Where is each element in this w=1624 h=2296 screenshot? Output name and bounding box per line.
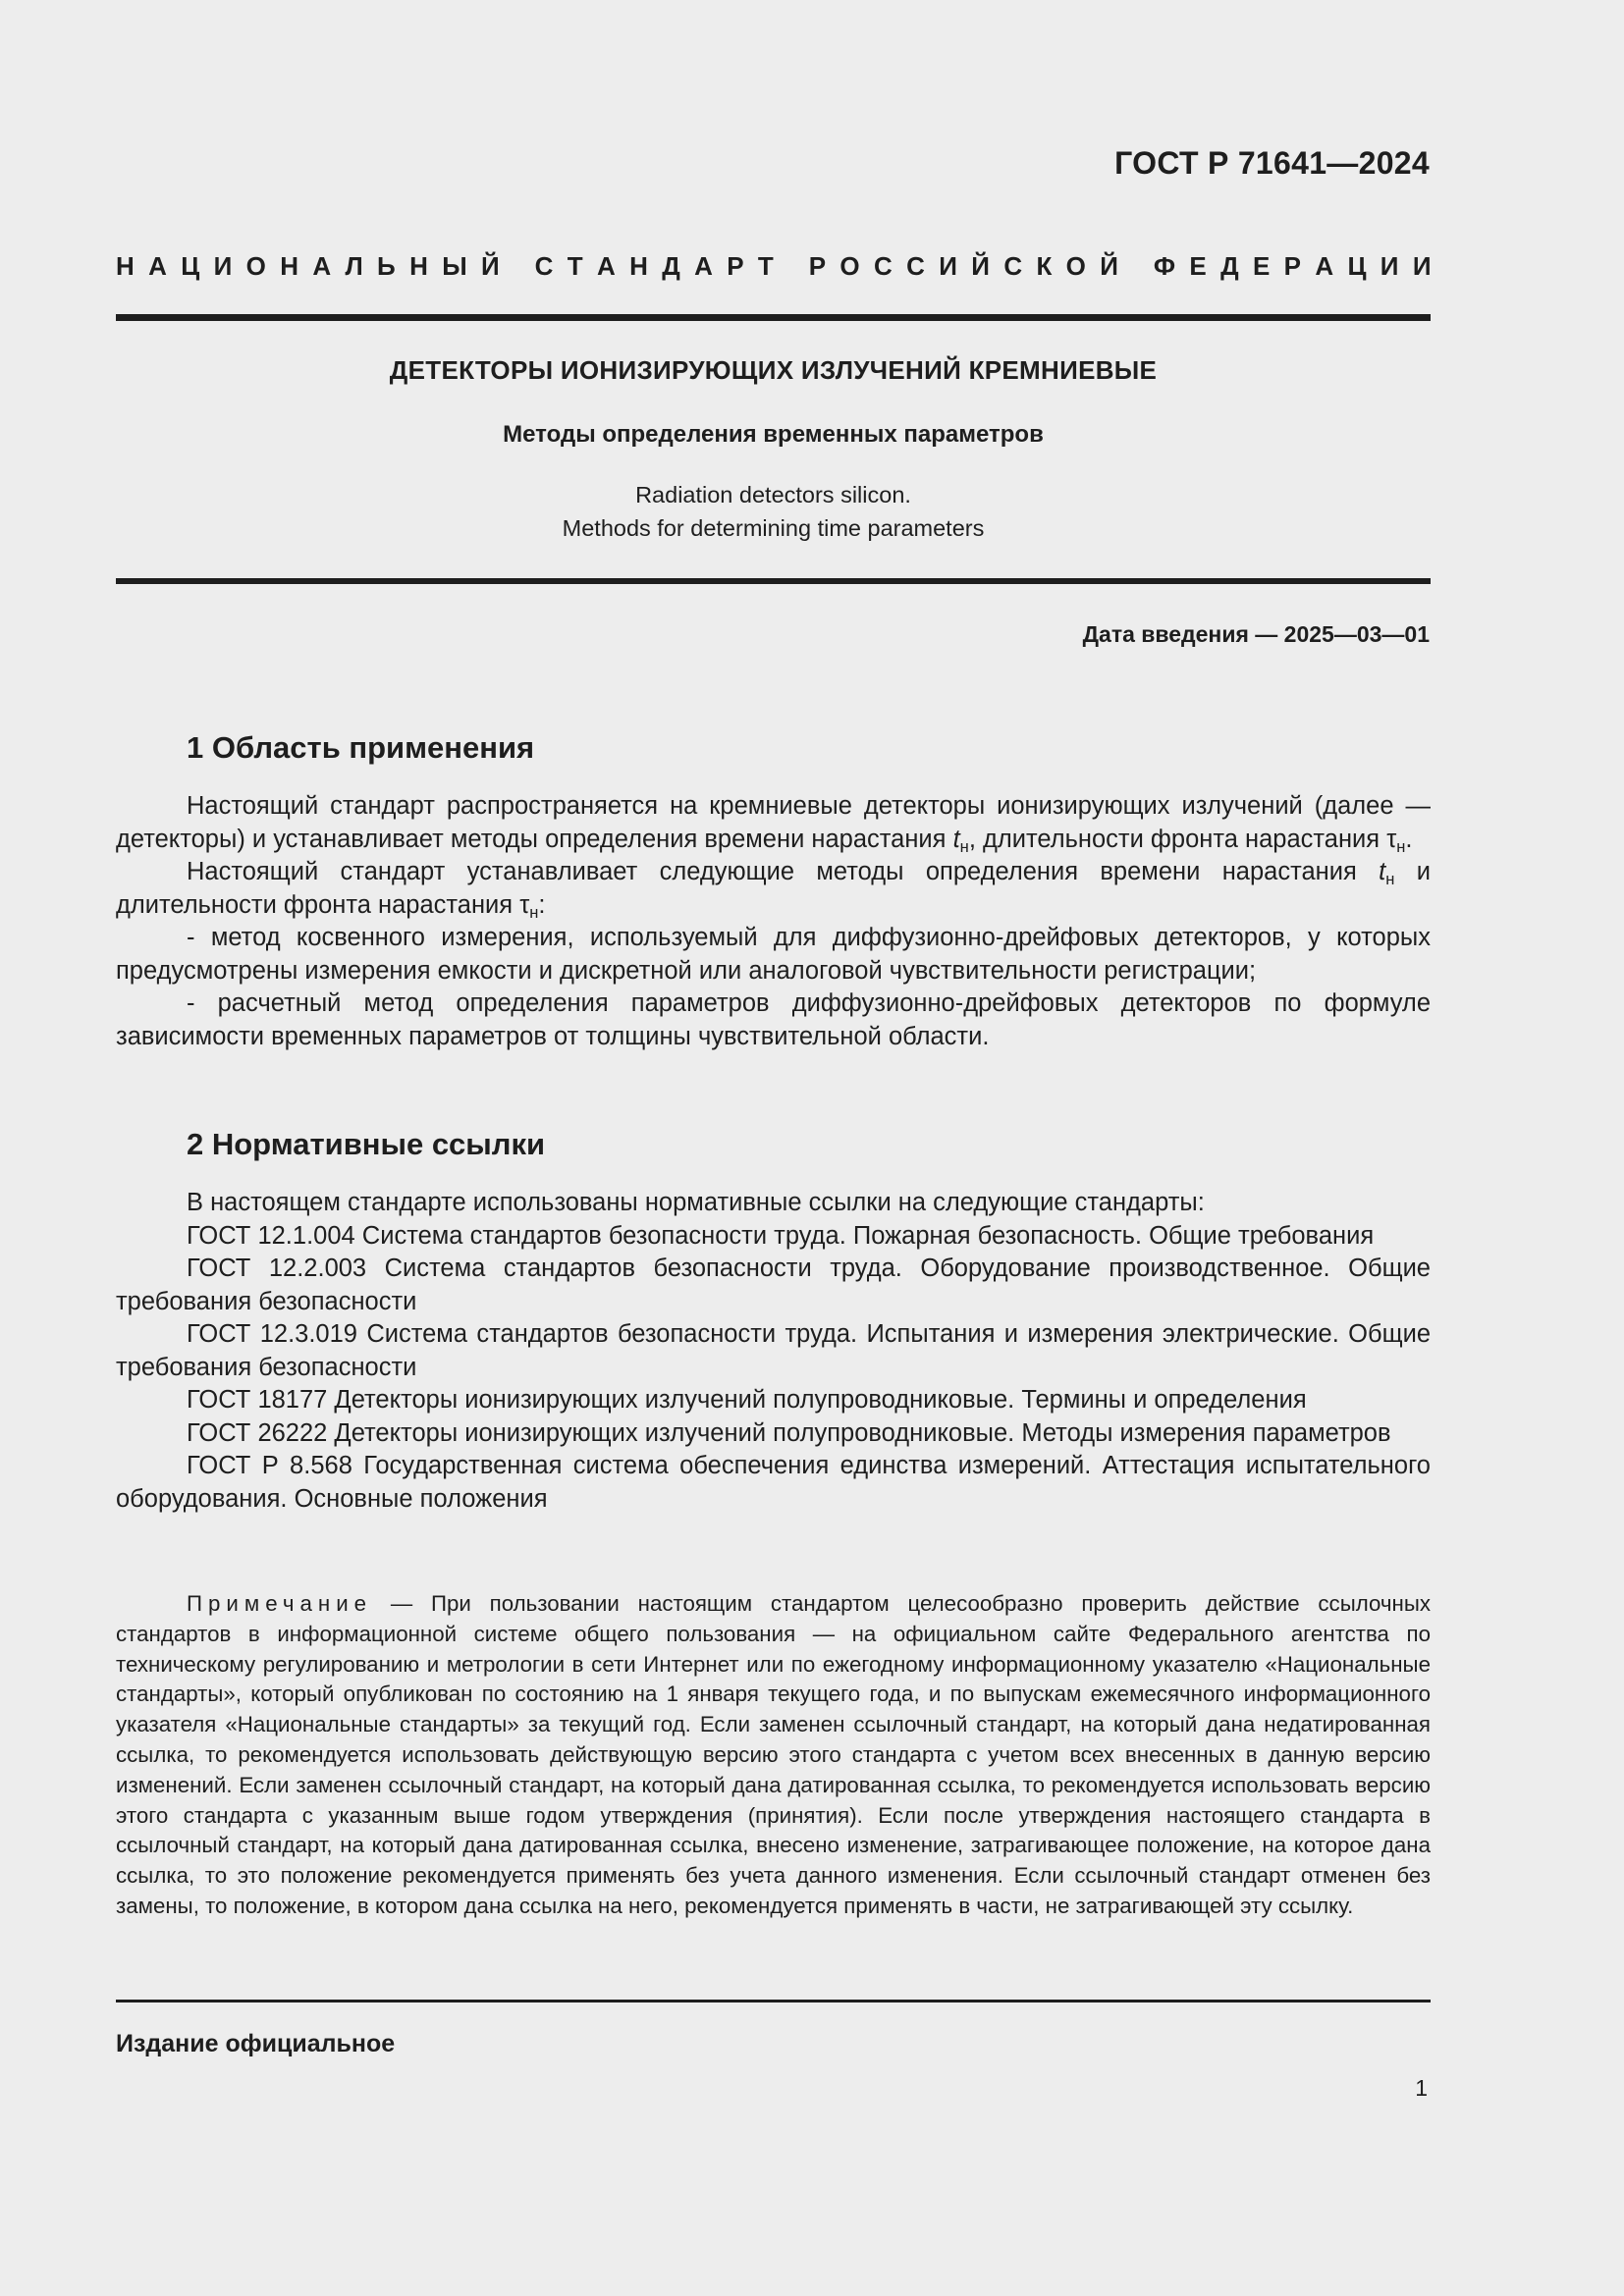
national-standard-letter: Н [116, 251, 135, 281]
national-standard-letter: Р [727, 251, 744, 281]
english-title-line-2: Methods for determining time parameters [562, 515, 985, 541]
national-standard-letter: Е [1189, 251, 1207, 281]
national-standard-letter: И [1412, 251, 1432, 281]
national-standard-letter: С [1003, 251, 1023, 281]
national-standard-letter: С [874, 251, 893, 281]
national-standard-letter: Н [629, 251, 648, 281]
national-standard-letter: Ф [1153, 251, 1176, 281]
national-standard-letter [1132, 251, 1139, 282]
section-1-heading: 1 Область применения [187, 730, 535, 765]
national-standard-letter: С [906, 251, 925, 281]
normative-reference: ГОСТ 12.3.019 Система стандартов безопасности труда. Испытания и измерения электрические. Общие требования безопасности [116, 1320, 1431, 1381]
section-2-body [116, 1187, 1431, 1516]
section-1-paragraph-2: Настоящий стандарт устанавливает следующие методы определения времени нарастания $t_н$ и длительности фронта нарастания $\tau_н$: [116, 858, 1431, 922]
national-standard-letter: О [1065, 251, 1086, 281]
document-code: ГОСТ Р 71641—2024 [1114, 145, 1430, 181]
national-standard-letter: О [245, 251, 266, 281]
national-standard-letter [787, 251, 794, 282]
national-standard-letter: Й [481, 251, 500, 281]
page-number: 1 [1415, 2075, 1428, 2101]
footer-rule [116, 2000, 1431, 2002]
section-1-paragraph-1: Настоящий стандарт распространяется на кремниевые детекторы ионизирующих излучений (далее — детекторы) и устанавливает методы определения времени нарастания $t_н$, длительности фронта нарастания $\tau_н$. [116, 792, 1431, 856]
national-standard-letter: И [939, 251, 957, 281]
national-standard-letter: Е [1252, 251, 1271, 281]
national-standard-letter: А [596, 251, 616, 281]
national-standard-letter: Р [808, 251, 827, 281]
introduction-date: Дата введения — 2025—03—01 [1082, 621, 1430, 647]
national-standard-letter: Т [567, 251, 583, 281]
national-standard-letter: Л [345, 251, 363, 281]
section-1-body [116, 790, 1431, 1053]
section-2-note [116, 1589, 1431, 1922]
title-bottom-rule [116, 578, 1431, 584]
national-standard-letter: Д [1220, 251, 1239, 281]
national-standard-letter: Н [280, 251, 298, 281]
document-subtitle: Методы определения временных параметров [503, 421, 1044, 448]
national-standard-letter: Ц [181, 251, 200, 281]
section-2-intro: В настоящем стандарте использованы нормативные ссылки на следующие стандарты: [187, 1189, 1205, 1216]
normative-reference: ГОСТ 18177 Детекторы ионизирующих излучений полупроводниковые. Термины и определения [187, 1386, 1307, 1414]
national-standard-letter: А [1315, 251, 1334, 281]
section-1-list-item-1: - метод косвенного измерения, используемый для диффузионно-дрейфовых детекторов, у которых предусмотрены измерения емкости и дискретной или аналоговой чувствительности регистрации; [116, 924, 1431, 985]
national-standard-letter: К [1036, 251, 1053, 281]
national-standard-letter: А [312, 251, 332, 281]
note-label: Примечание [187, 1591, 373, 1616]
national-standard-letter [514, 251, 520, 282]
normative-reference: ГОСТ 12.1.004 Система стандартов безопасности труда. Пожарная безопасность. Общие требования [187, 1221, 1375, 1250]
national-standard-letter: О [839, 251, 860, 281]
national-standard-letter: И [213, 251, 233, 281]
national-standard-letter: И [1380, 251, 1399, 281]
national-standard-letter: Д [662, 251, 680, 281]
document-title: ДЕТЕКТОРЫ ИОНИЗИРУЮЩИХ ИЗЛУЧЕНИЙ КРЕМНИЕВЫЕ [389, 355, 1158, 385]
national-standard-letter: Н [409, 251, 428, 281]
official-edition-label: Издание официальное [116, 2030, 396, 2057]
national-standard-letter: Ы [442, 251, 467, 281]
section-2-heading: 2 Нормативные ссылки [187, 1127, 546, 1161]
national-standard-letter: Й [971, 251, 990, 281]
national-standard-heading [116, 251, 1432, 282]
english-title-line-1: Radiation detectors silicon. [635, 482, 911, 507]
national-standard-letter: Й [1100, 251, 1118, 281]
english-title [116, 478, 1431, 545]
normative-reference: ГОСТ 26222 Детекторы ионизирующих излучений полупроводниковые. Методы измерения параметров [187, 1418, 1391, 1447]
note-text: — При пользовании настоящим стандартом целесообразно проверить действие ссылочных стандартов в информационной системе общего пользования — на официальном сайте Федерального агентства по техническому регулированию и метрологии в сети Интернет или по ежегодному информационному указателю «Национальные стандарты», который опубликован по состоянию на 1 января текущего года, и по выпускам ежемесячного информационного указателя «Национальные стандарты» за текущий год. Если заменен ссылочный стандарт, на который дана недатированная ссылка, то рекомендуется использовать действующую версию этого стандарта с учетом всех внесенных в данную версию изменений. Если заменен ссылочный стандарт, на который дана датированная ссылка, то рекомендуется использовать версию этого стандарта с указанным выше годом утверждения (принятия). Если после утверждения настоящего стандарта в ссылочный стандарт, на который дана датированная ссылка, внесено изменение, затрагивающее положение, на которое дана ссылка, то это положение рекомендуется применять без учета данного изменения. Если ссылочный стандарт отменен без замены, то положение, в котором дана ссылка на него, рекомендуется применять в части, не затрагивающей эту ссылку. [116, 1591, 1431, 1918]
section-1-list-item-2: - расчетный метод определения параметров диффузионно-дрейфовых детекторов по формуле зависимости временных параметров от толщины чувствительной области. [116, 989, 1431, 1050]
national-standard-letter: С [534, 251, 554, 281]
national-standard-letter: Ь [377, 251, 396, 281]
normative-reference: ГОСТ Р 8.568 Государственная система обеспечения единства измерений. Аттестация испытательного оборудования. Основные положения [116, 1452, 1431, 1513]
national-standard-letter: А [148, 251, 167, 281]
national-standard-letter: Р [1283, 251, 1301, 281]
national-standard-letter: А [694, 251, 713, 281]
national-standard-letter: Ц [1347, 251, 1367, 281]
national-standard-letter: Т [757, 251, 774, 281]
top-rule [116, 314, 1431, 321]
normative-reference: ГОСТ 12.2.003 Система стандартов безопасности труда. Оборудование производственное. Общие требования безопасности [116, 1255, 1431, 1315]
